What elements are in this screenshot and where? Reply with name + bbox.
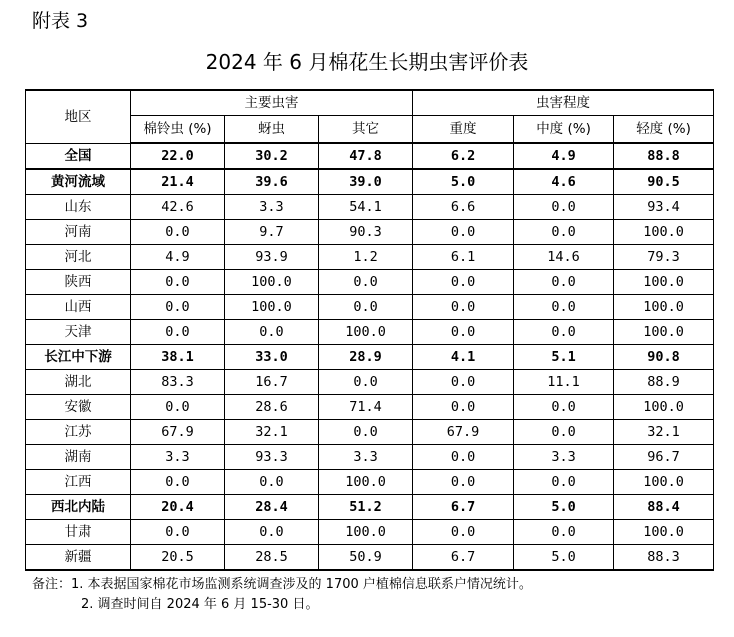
value-cell: 0.0	[514, 220, 614, 245]
region-name-cell: 山西	[26, 295, 131, 320]
value-cell: 88.3	[614, 545, 714, 571]
table-row	[26, 270, 714, 295]
region-name-cell: 新疆	[26, 545, 131, 571]
table-row	[26, 295, 714, 320]
col-header-other: 其它	[319, 116, 413, 144]
value-cell: 38.1	[131, 345, 225, 370]
table-row	[26, 195, 714, 220]
value-cell: 100.0	[319, 470, 413, 495]
region-name-cell: 江西	[26, 470, 131, 495]
col-header-bollworm: 棉铃虫 (%)	[131, 116, 225, 144]
table-row	[26, 545, 714, 571]
value-cell: 100.0	[614, 295, 714, 320]
value-cell: 0.0	[131, 295, 225, 320]
value-cell: 14.6	[514, 245, 614, 270]
value-cell: 6.7	[413, 545, 514, 571]
value-cell: 28.9	[319, 345, 413, 370]
value-cell: 90.5	[614, 169, 714, 195]
value-cell: 3.3	[514, 445, 614, 470]
value-cell: 0.0	[131, 320, 225, 345]
value-cell: 50.9	[319, 545, 413, 571]
col-header-aphid: 蚜虫	[225, 116, 319, 144]
value-cell: 0.0	[413, 370, 514, 395]
value-cell: 67.9	[131, 420, 225, 445]
value-cell: 71.4	[319, 395, 413, 420]
value-cell: 0.0	[413, 295, 514, 320]
value-cell: 0.0	[514, 420, 614, 445]
value-cell: 0.0	[413, 395, 514, 420]
value-cell: 0.0	[131, 520, 225, 545]
value-cell: 79.3	[614, 245, 714, 270]
value-cell: 5.0	[413, 169, 514, 195]
col-header-mild: 轻度 (%)	[614, 116, 714, 144]
region-header: 地区	[26, 90, 131, 143]
value-cell: 22.0	[131, 143, 225, 169]
pest-evaluation-table	[25, 89, 714, 571]
region-name-cell: 全国	[26, 143, 131, 169]
value-cell: 0.0	[131, 470, 225, 495]
table-row	[26, 520, 714, 545]
value-cell: 6.6	[413, 195, 514, 220]
region-name-cell: 湖北	[26, 370, 131, 395]
value-cell: 32.1	[614, 420, 714, 445]
value-cell: 4.9	[514, 143, 614, 169]
value-cell: 5.0	[514, 495, 614, 520]
value-cell: 100.0	[614, 520, 714, 545]
value-cell: 0.0	[514, 520, 614, 545]
region-name-cell: 陕西	[26, 270, 131, 295]
value-cell: 51.2	[319, 495, 413, 520]
value-cell: 90.3	[319, 220, 413, 245]
value-cell: 4.1	[413, 345, 514, 370]
value-cell: 0.0	[514, 195, 614, 220]
value-cell: 0.0	[514, 470, 614, 495]
value-cell: 6.1	[413, 245, 514, 270]
main-pests-group-header: 主要虫害	[131, 90, 413, 116]
table-row	[26, 470, 714, 495]
value-cell: 32.1	[225, 420, 319, 445]
region-name-cell: 河北	[26, 245, 131, 270]
region-name-cell: 天津	[26, 320, 131, 345]
value-cell: 0.0	[225, 470, 319, 495]
table-row	[26, 445, 714, 470]
value-cell: 54.1	[319, 195, 413, 220]
table-row	[26, 320, 714, 345]
value-cell: 93.4	[614, 195, 714, 220]
value-cell: 3.3	[131, 445, 225, 470]
value-cell: 100.0	[225, 270, 319, 295]
value-cell: 4.6	[514, 169, 614, 195]
value-cell: 0.0	[413, 270, 514, 295]
value-cell: 9.7	[225, 220, 319, 245]
value-cell: 28.6	[225, 395, 319, 420]
value-cell: 0.0	[131, 220, 225, 245]
value-cell: 0.0	[413, 220, 514, 245]
value-cell: 28.5	[225, 545, 319, 571]
value-cell: 47.8	[319, 143, 413, 169]
note-line-1: 备注：1. 本表据国家棉花市场监测系统调查涉及的 1700 户植棉信息联系户情况统计。	[32, 577, 532, 592]
value-cell: 83.3	[131, 370, 225, 395]
value-cell: 0.0	[514, 395, 614, 420]
region-name-cell: 江苏	[26, 420, 131, 445]
value-cell: 90.8	[614, 345, 714, 370]
value-cell: 0.0	[413, 445, 514, 470]
table-row	[26, 345, 714, 370]
col-header-moderate: 中度 (%)	[514, 116, 614, 144]
value-cell: 0.0	[514, 270, 614, 295]
value-cell: 0.0	[319, 295, 413, 320]
value-cell: 0.0	[514, 295, 614, 320]
value-cell: 93.9	[225, 245, 319, 270]
value-cell: 42.6	[131, 195, 225, 220]
col-header-severe: 重度	[413, 116, 514, 144]
value-cell: 96.7	[614, 445, 714, 470]
value-cell: 88.4	[614, 495, 714, 520]
value-cell: 0.0	[319, 370, 413, 395]
notes	[32, 575, 532, 615]
value-cell: 39.6	[225, 169, 319, 195]
value-cell: 0.0	[413, 320, 514, 345]
value-cell: 67.9	[413, 420, 514, 445]
value-cell: 100.0	[614, 395, 714, 420]
value-cell: 28.4	[225, 495, 319, 520]
value-cell: 39.0	[319, 169, 413, 195]
value-cell: 0.0	[131, 270, 225, 295]
value-cell: 0.0	[514, 320, 614, 345]
appendix-label: 附表 3	[32, 10, 89, 32]
region-name-cell: 山东	[26, 195, 131, 220]
value-cell: 20.4	[131, 495, 225, 520]
region-name-cell: 西北内陆	[26, 495, 131, 520]
table-row	[26, 245, 714, 270]
value-cell: 21.4	[131, 169, 225, 195]
region-name-cell: 安徽	[26, 395, 131, 420]
table-row	[26, 395, 714, 420]
value-cell: 11.1	[514, 370, 614, 395]
value-cell: 93.3	[225, 445, 319, 470]
value-cell: 100.0	[319, 320, 413, 345]
value-cell: 100.0	[225, 295, 319, 320]
value-cell: 33.0	[225, 345, 319, 370]
table-row	[26, 143, 714, 169]
table-row	[26, 169, 714, 195]
value-cell: 0.0	[225, 320, 319, 345]
table-row	[26, 370, 714, 395]
value-cell: 0.0	[413, 470, 514, 495]
value-cell: 100.0	[319, 520, 413, 545]
value-cell: 0.0	[225, 520, 319, 545]
value-cell: 6.7	[413, 495, 514, 520]
value-cell: 16.7	[225, 370, 319, 395]
region-name-cell: 湖南	[26, 445, 131, 470]
region-name-cell: 甘肃	[26, 520, 131, 545]
value-cell: 100.0	[614, 270, 714, 295]
value-cell: 100.0	[614, 470, 714, 495]
value-cell: 1.2	[319, 245, 413, 270]
value-cell: 5.0	[514, 545, 614, 571]
region-name-cell: 黄河流域	[26, 169, 131, 195]
value-cell: 4.9	[131, 245, 225, 270]
value-cell: 0.0	[131, 395, 225, 420]
table-title: 2024 年 6 月棉花生长期虫害评价表	[205, 50, 529, 74]
value-cell: 0.0	[319, 270, 413, 295]
value-cell: 0.0	[319, 420, 413, 445]
table-row	[26, 495, 714, 520]
value-cell: 88.8	[614, 143, 714, 169]
note-line-2: 2. 调查时间自 2024 年 6 月 15-30 日。	[81, 597, 319, 612]
value-cell: 6.2	[413, 143, 514, 169]
value-cell: 20.5	[131, 545, 225, 571]
severity-group-header: 虫害程度	[413, 90, 714, 116]
region-name-cell: 长江中下游	[26, 345, 131, 370]
value-cell: 5.1	[514, 345, 614, 370]
table-row	[26, 420, 714, 445]
value-cell: 30.2	[225, 143, 319, 169]
table-row	[26, 220, 714, 245]
value-cell: 88.9	[614, 370, 714, 395]
value-cell: 3.3	[319, 445, 413, 470]
region-name-cell: 河南	[26, 220, 131, 245]
value-cell: 3.3	[225, 195, 319, 220]
value-cell: 100.0	[614, 320, 714, 345]
value-cell: 100.0	[614, 220, 714, 245]
value-cell: 0.0	[413, 520, 514, 545]
